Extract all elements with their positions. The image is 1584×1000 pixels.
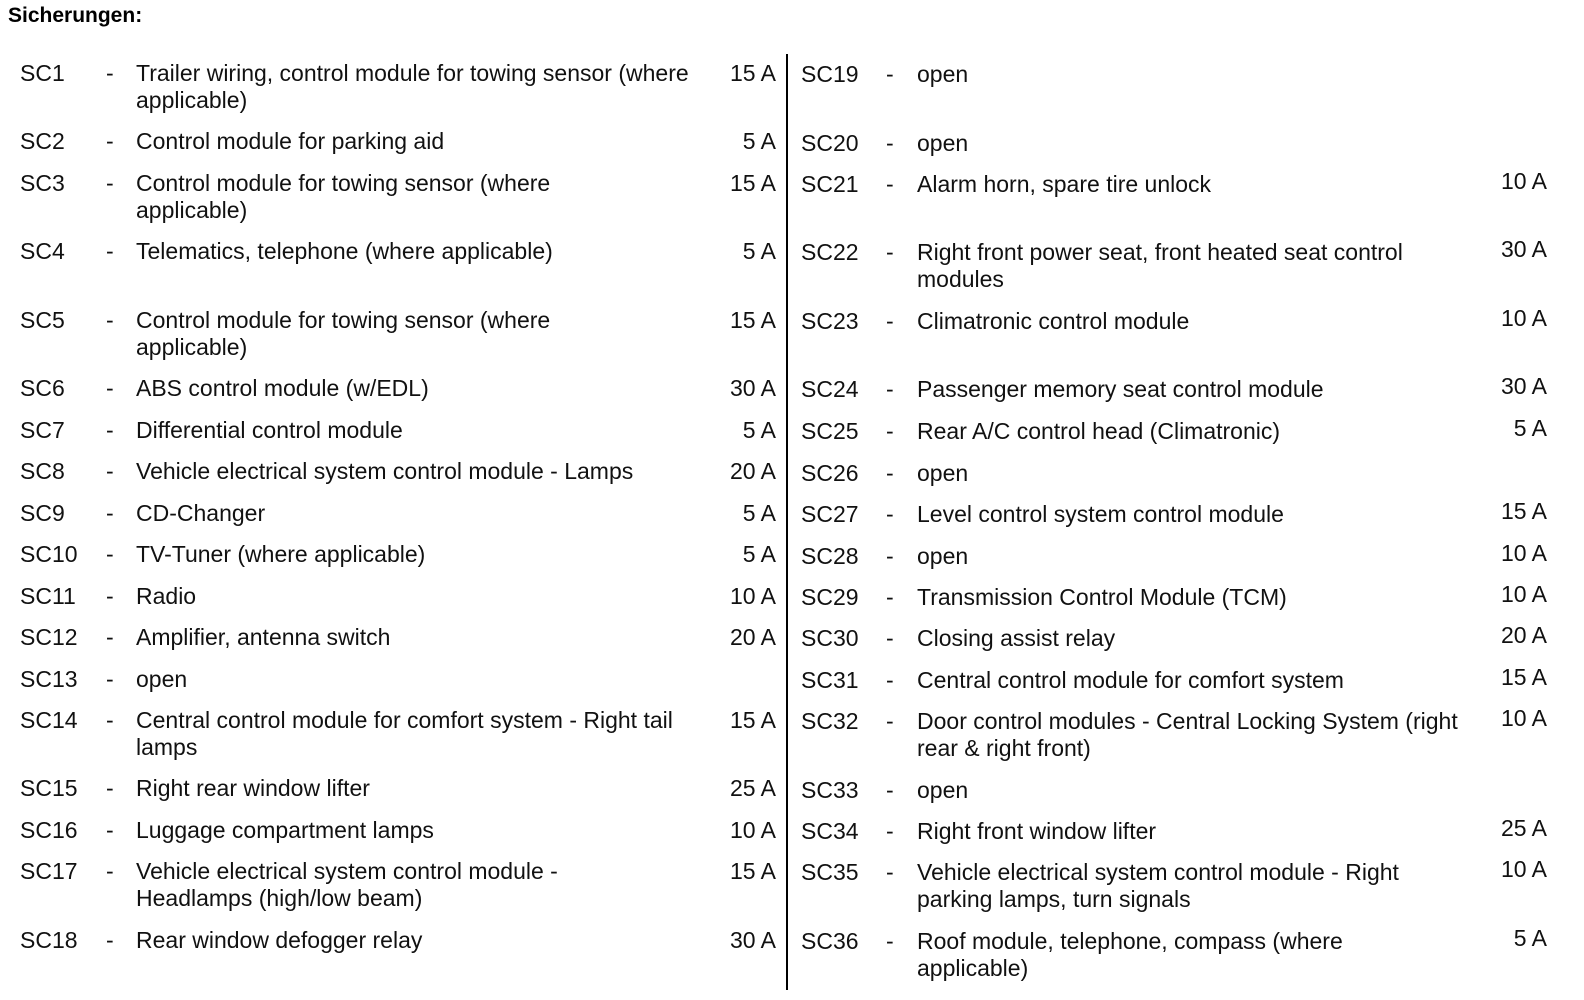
fuse-code: SC18 bbox=[20, 927, 78, 953]
fuse-amperage: 15 A bbox=[1500, 664, 1547, 690]
fuse-amperage: 30 A bbox=[1500, 373, 1547, 399]
fuse-amperage: 5 A bbox=[1513, 415, 1547, 441]
column-divider bbox=[786, 54, 788, 990]
fuse-description: Alarm horn, spare tire unlock bbox=[917, 171, 1212, 197]
fuse-amperage: 10 A bbox=[1500, 581, 1547, 607]
fuse-dash: - bbox=[106, 927, 114, 953]
fuse-description: Right rear window lifter bbox=[136, 775, 370, 801]
fuse-amperage: 15 A bbox=[729, 707, 776, 733]
fuse-dash: - bbox=[886, 928, 894, 954]
fuse-code: SC17 bbox=[20, 858, 78, 884]
fuse-code: SC20 bbox=[801, 130, 859, 156]
fuse-code: SC22 bbox=[801, 239, 859, 265]
fuse-description: Door control modules - Central Locking System (right rear & right front) bbox=[917, 708, 1458, 761]
fuse-dash: - bbox=[886, 818, 894, 844]
fuse-code: SC10 bbox=[20, 541, 78, 567]
fuse-code: SC11 bbox=[20, 583, 76, 609]
fuse-dash: - bbox=[106, 541, 114, 567]
fuse-amperage: 20 A bbox=[729, 624, 776, 650]
fuse-amperage: 25 A bbox=[1500, 815, 1547, 841]
fuse-description: Differential control module bbox=[136, 417, 403, 443]
fuse-amperage: 10 A bbox=[729, 817, 776, 843]
fuse-code: SC35 bbox=[801, 859, 859, 885]
fuse-amperage: 5 A bbox=[742, 417, 776, 443]
fuse-dash: - bbox=[106, 128, 114, 154]
fuse-description: Central control module for comfort system bbox=[917, 667, 1344, 693]
fuse-amperage: 5 A bbox=[742, 128, 776, 154]
fuse-description: Control module for towing sensor (where applicable) bbox=[136, 170, 551, 223]
page-title: Sicherungen: bbox=[8, 4, 143, 27]
fuse-amperage: 20 A bbox=[1500, 622, 1547, 648]
fuse-description: Level control system control module bbox=[917, 501, 1284, 527]
fuse-code: SC25 bbox=[801, 418, 859, 444]
fuse-code: SC34 bbox=[801, 818, 859, 844]
fuse-amperage: 15 A bbox=[729, 858, 776, 884]
fuse-amperage: 10 A bbox=[729, 583, 776, 609]
fuse-amperage: 15 A bbox=[1500, 498, 1547, 524]
fuse-dash: - bbox=[886, 543, 894, 569]
fuse-description: Radio bbox=[136, 583, 197, 609]
fuse-description: Vehicle electrical system control module - Headlamps (high/low beam) bbox=[136, 858, 558, 911]
fuse-dash: - bbox=[886, 376, 894, 402]
fuse-code: SC32 bbox=[801, 708, 859, 734]
fuse-code: SC15 bbox=[20, 775, 78, 801]
fuse-code: SC3 bbox=[20, 170, 65, 196]
fuse-description: Right front power seat, front heated seat control modules bbox=[917, 239, 1403, 292]
fuse-code: SC7 bbox=[20, 417, 65, 443]
fuse-dash: - bbox=[886, 418, 894, 444]
fuse-amperage: 30 A bbox=[1500, 236, 1547, 262]
fuse-code: SC30 bbox=[801, 625, 859, 651]
fuse-dash: - bbox=[106, 238, 114, 264]
fuse-description: Amplifier, antenna switch bbox=[136, 624, 391, 650]
fuse-dash: - bbox=[106, 60, 114, 86]
fuse-amperage: 10 A bbox=[1500, 540, 1547, 566]
fuse-dash: - bbox=[106, 666, 114, 692]
fuse-description: open bbox=[917, 61, 969, 87]
fuse-code: SC9 bbox=[20, 500, 65, 526]
fuse-dash: - bbox=[886, 308, 894, 334]
fuse-amperage: 25 A bbox=[729, 775, 776, 801]
fuse-dash: - bbox=[106, 624, 114, 650]
fuse-description: Climatronic control module bbox=[917, 308, 1190, 334]
fuse-dash: - bbox=[106, 417, 114, 443]
fuse-dash: - bbox=[106, 707, 114, 733]
fuse-description: CD-Changer bbox=[136, 500, 266, 526]
fuse-code: SC5 bbox=[20, 307, 65, 333]
fuse-code: SC21 bbox=[801, 171, 859, 197]
fuse-description: ABS control module (w/EDL) bbox=[136, 375, 429, 401]
fuse-dash: - bbox=[106, 583, 114, 609]
fuse-amperage: 5 A bbox=[742, 238, 776, 264]
fuse-description: open bbox=[917, 543, 969, 569]
fuse-dash: - bbox=[886, 708, 894, 734]
fuse-amperage: 30 A bbox=[729, 927, 776, 953]
fuse-description: Transmission Control Module (TCM) bbox=[917, 584, 1287, 610]
fuse-code: SC19 bbox=[801, 61, 859, 87]
fuse-code: SC16 bbox=[20, 817, 78, 843]
fuse-code: SC31 bbox=[801, 667, 859, 693]
fuse-code: SC23 bbox=[801, 308, 859, 334]
fuse-description: Telematics, telephone (where applicable) bbox=[136, 238, 553, 264]
fuse-dash: - bbox=[886, 501, 894, 527]
fuse-dash: - bbox=[886, 584, 894, 610]
fuse-code: SC36 bbox=[801, 928, 859, 954]
fuse-amperage: 15 A bbox=[729, 170, 776, 196]
fuse-amperage: 5 A bbox=[742, 541, 776, 567]
fuse-description: Central control module for comfort system - Right tail lamps bbox=[136, 707, 673, 760]
fuse-description: open bbox=[917, 460, 969, 486]
fuse-code: SC14 bbox=[20, 707, 78, 733]
fuse-code: SC33 bbox=[801, 777, 859, 803]
fuse-dash: - bbox=[886, 859, 894, 885]
fuse-dash: - bbox=[106, 817, 114, 843]
fuse-description: Closing assist relay bbox=[917, 625, 1116, 651]
fuse-code: SC26 bbox=[801, 460, 859, 486]
fuse-description: Trailer wiring, control module for towing sensor (where applicable) bbox=[136, 60, 689, 113]
fuse-code: SC28 bbox=[801, 543, 859, 569]
fuse-amperage: 20 A bbox=[729, 458, 776, 484]
fuse-amperage: 5 A bbox=[1513, 925, 1547, 951]
fuse-amperage: 15 A bbox=[729, 307, 776, 333]
fuse-amperage: 10 A bbox=[1500, 305, 1547, 331]
fuse-description: Roof module, telephone, compass (where applicable) bbox=[917, 928, 1343, 981]
fuse-code: SC29 bbox=[801, 584, 859, 610]
fuse-dash: - bbox=[886, 625, 894, 651]
fuse-code: SC27 bbox=[801, 501, 859, 527]
fuse-amperage: 10 A bbox=[1500, 168, 1547, 194]
fuse-amperage: 15 A bbox=[729, 60, 776, 86]
fuse-description: Vehicle electrical system control module - Lamps bbox=[136, 458, 634, 484]
fuse-dash: - bbox=[106, 307, 114, 333]
fuse-dash: - bbox=[886, 171, 894, 197]
fuse-description: Luggage compartment lamps bbox=[136, 817, 434, 843]
fuse-code: SC24 bbox=[801, 376, 859, 402]
fuse-dash: - bbox=[886, 667, 894, 693]
fuse-description: Passenger memory seat control module bbox=[917, 376, 1324, 402]
fuse-dash: - bbox=[886, 61, 894, 87]
fuse-description: Rear window defogger relay bbox=[136, 927, 423, 953]
fuse-description: Vehicle electrical system control module - Right parking lamps, turn signals bbox=[917, 859, 1399, 912]
fuse-amperage: 5 A bbox=[742, 500, 776, 526]
fuse-description: open bbox=[917, 777, 969, 803]
fuse-description: Control module for towing sensor (where applicable) bbox=[136, 307, 551, 360]
fuse-code: SC12 bbox=[20, 624, 78, 650]
fuse-description: Right front window lifter bbox=[917, 818, 1157, 844]
fuse-dash: - bbox=[106, 170, 114, 196]
fuse-dash: - bbox=[106, 500, 114, 526]
fuse-amperage: 30 A bbox=[729, 375, 776, 401]
fuse-code: SC8 bbox=[20, 458, 65, 484]
fuse-description: open bbox=[917, 130, 969, 156]
fuse-code: SC13 bbox=[20, 666, 78, 692]
fuse-description: Rear A/C control head (Climatronic) bbox=[917, 418, 1281, 444]
fuse-description: open bbox=[136, 666, 188, 692]
fuse-dash: - bbox=[886, 239, 894, 265]
fuse-dash: - bbox=[106, 375, 114, 401]
fuse-code: SC4 bbox=[20, 238, 65, 264]
fuse-dash: - bbox=[106, 858, 114, 884]
fuse-dash: - bbox=[106, 458, 114, 484]
fuse-dash: - bbox=[106, 775, 114, 801]
fuse-description: TV-Tuner (where applicable) bbox=[136, 541, 426, 567]
fuse-dash: - bbox=[886, 777, 894, 803]
fuse-code: SC2 bbox=[20, 128, 65, 154]
fuse-amperage: 10 A bbox=[1500, 705, 1547, 731]
fuse-code: SC6 bbox=[20, 375, 65, 401]
fuse-amperage: 10 A bbox=[1500, 856, 1547, 882]
fuse-code: SC1 bbox=[20, 60, 65, 86]
fuse-dash: - bbox=[886, 460, 894, 486]
fuse-description: Control module for parking aid bbox=[136, 128, 445, 154]
fuse-dash: - bbox=[886, 130, 894, 156]
